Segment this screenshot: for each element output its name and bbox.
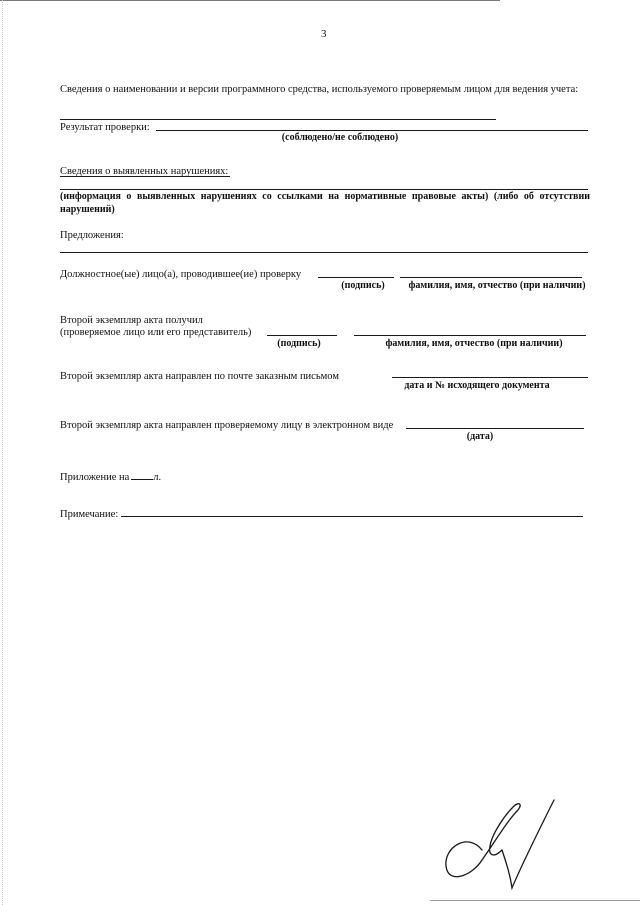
official-name-line[interactable] [400, 277, 582, 278]
proposals-line[interactable] [60, 252, 588, 253]
appendix-label [60, 469, 161, 484]
received-name-line[interactable] [354, 335, 586, 336]
mail-caption: дата и № исходящего документа [404, 380, 550, 391]
electronic-line[interactable] [406, 428, 584, 429]
violations-label: Сведения о выявленных нарушениях: [60, 166, 229, 177]
result-label: Результат проверки: [60, 122, 150, 133]
electronic-label: Второй экземпляр акта направлен проверяемому лицу в электронном виде [60, 420, 394, 431]
handwritten-signature [438, 792, 578, 890]
appendix-prefix: Приложение на [60, 472, 130, 483]
received-label-line1: Второй экземпляр акта получил [60, 315, 203, 326]
proposals-label: Предложения: [60, 230, 124, 241]
page-number: 3 [321, 28, 327, 40]
electronic-caption: (дата) [466, 431, 494, 442]
mail-label: Второй экземпляр акта направлен по почте заказным письмом [60, 371, 339, 382]
violations-line[interactable] [60, 189, 588, 190]
official-label: Должностное(ые) лицо(а), проводившее(ие) проверку [60, 269, 302, 280]
violations-line-short[interactable] [60, 176, 230, 177]
software-info-line [60, 119, 496, 120]
scan-edge-left [2, 0, 3, 905]
official-signature-caption: (подпись) [341, 280, 385, 291]
result-caption: (соблюдено/не соблюдено) [281, 132, 399, 143]
received-signature-line[interactable] [267, 335, 337, 336]
official-signature-line[interactable] [318, 277, 394, 278]
note-line[interactable] [121, 516, 583, 517]
mail-line[interactable] [392, 377, 588, 378]
received-name-caption: фамилия, имя, отчество (при наличии) [385, 338, 563, 349]
note-label: Примечание: [60, 509, 119, 520]
received-signature-caption: (подпись) [277, 338, 321, 349]
scan-edge-bottom [430, 900, 640, 901]
official-name-caption: фамилия, имя, отчество (при наличии) [408, 280, 586, 291]
scan-edge-top [0, 0, 500, 1]
received-label-line2: (проверяемое лицо или его представитель) [60, 327, 252, 338]
software-info-text: Сведения о наименовании и версии программного средства, используемого проверяемым лицом для ведения учета: [60, 84, 579, 95]
violations-caption: (информация о выявленных нарушениях со ссылками на нормативные правовые акты) (либо об отсутствии нарушений) [60, 191, 590, 215]
appendix-blank[interactable] [131, 469, 153, 480]
result-line[interactable] [156, 130, 588, 131]
appendix-suffix: л. [153, 472, 162, 483]
